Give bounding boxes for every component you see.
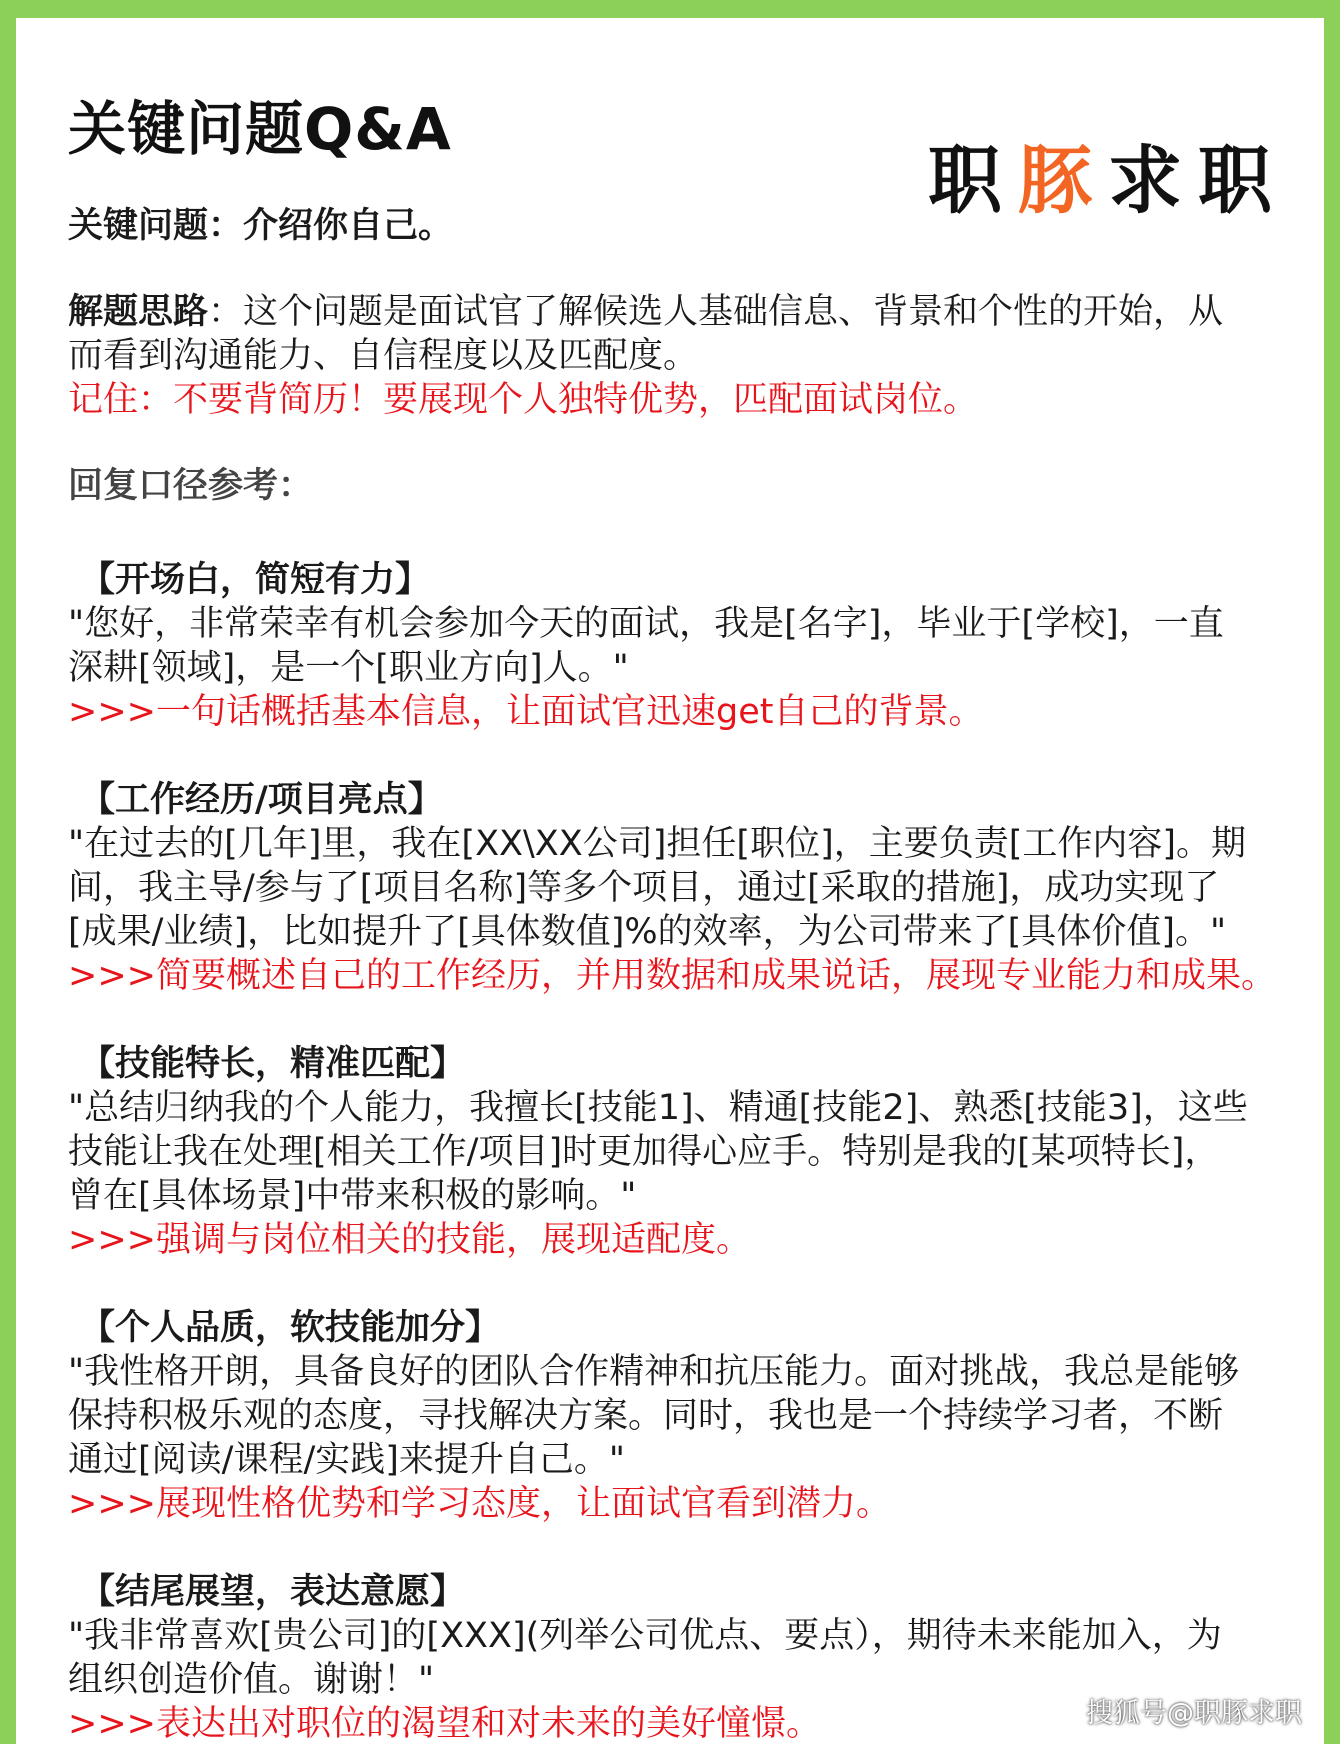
section-line: 间，我主导/参与了[项目名称]等多个项目，通过[采取的措施]，成功实现了 bbox=[68, 868, 1220, 908]
section-qualities bbox=[68, 1306, 1318, 1526]
section-skills bbox=[68, 1042, 1318, 1262]
section-line: "我非常喜欢[贵公司]的[XXX](列举公司优点、要点），期待未来能加入，为 bbox=[68, 1616, 1222, 1656]
section-experience bbox=[68, 778, 1318, 998]
section-heading: 【个人品质，软技能加分】 bbox=[80, 1308, 501, 1348]
section-heading: 【技能特长，精准匹配】 bbox=[80, 1044, 466, 1084]
brand-part-2: 豚 bbox=[1018, 138, 1108, 224]
content-card bbox=[16, 18, 1324, 1744]
remember-text: 记住：不要背简历！要展现个人独特优势，匹配面试岗位。 bbox=[68, 380, 979, 420]
reply-label: 回复口径参考： bbox=[68, 466, 314, 506]
section-line: 曾在[具体场景]中带来积极的影响。" bbox=[68, 1176, 637, 1216]
watermark: 搜狐号@职豚求职 bbox=[1086, 1698, 1302, 1729]
approach-label: 解题思路 bbox=[68, 292, 209, 332]
approach-line-1 bbox=[68, 290, 1318, 334]
section-line: 深耕[领域]，是一个[职业方向]人。" bbox=[68, 648, 629, 688]
section-tip: >>>展现性格优势和学习态度，让面试官看到潜力。 bbox=[68, 1484, 891, 1524]
section-line: "总结归纳我的个人能力，我擅长[技能1]、精通[技能2]、熟悉[技能3]，这些 bbox=[68, 1088, 1248, 1128]
section-tip: >>>一句话概括基本信息，让面试官迅速get自己的背景。 bbox=[68, 692, 984, 732]
section-heading: 【结尾展望，表达意愿】 bbox=[80, 1572, 466, 1612]
brand-part-3: 求职 bbox=[1108, 138, 1288, 224]
approach-text-1: ：这个问题是面试官了解候选人基础信息、背景和个性的开始，从 bbox=[208, 292, 1224, 332]
section-tip: >>>表达出对职位的渴望和对未来的美好憧憬。 bbox=[68, 1704, 821, 1744]
approach-line-2: 而看到沟通能力、自信程度以及匹配度。 bbox=[68, 336, 699, 376]
section-tip: >>>强调与岗位相关的技能，展现适配度。 bbox=[68, 1220, 751, 1260]
section-line: 技能让我在处理[相关工作/项目]时更加得心应手。特别是我的[某项特长]， bbox=[68, 1132, 1220, 1172]
brand-part-1: 职 bbox=[928, 138, 1018, 224]
section-line: "我性格开朗，具备良好的团队合作精神和抗压能力。面对挑战，我总是能够 bbox=[68, 1352, 1240, 1392]
section-heading: 【开场白，简短有力】 bbox=[80, 560, 431, 600]
section-heading: 【工作经历/项目亮点】 bbox=[80, 780, 443, 820]
page-title: 关键问题Q&A bbox=[68, 95, 452, 163]
section-line: 通过[阅读/课程/实践]来提升自己。" bbox=[68, 1440, 625, 1480]
section-line: 保持积极乐观的态度，寻找解决方案。同时，我也是一个持续学习者，不断 bbox=[68, 1396, 1224, 1436]
main-content bbox=[68, 204, 1318, 1746]
section-line: 组织创造价值。谢谢！" bbox=[68, 1660, 435, 1700]
section-line: "在过去的[几年]里，我在[XX\XX公司]担任[职位]，主要负责[工作内容]。期 bbox=[68, 824, 1247, 864]
section-line: [成果/业绩]，比如提升了[具体数值]%的效率，为公司带来了[具体价值]。" bbox=[68, 912, 1227, 952]
section-line: "您好，非常荣幸有机会参加今天的面试，我是[名字]，毕业于[学校]，一直 bbox=[68, 604, 1224, 644]
section-opening bbox=[68, 558, 1318, 734]
section-tip: >>>简要概述自己的工作经历，并用数据和成果说话，展现专业能力和成果。 bbox=[68, 956, 1276, 996]
question-text: 关键问题：介绍你自己。 bbox=[68, 206, 454, 246]
